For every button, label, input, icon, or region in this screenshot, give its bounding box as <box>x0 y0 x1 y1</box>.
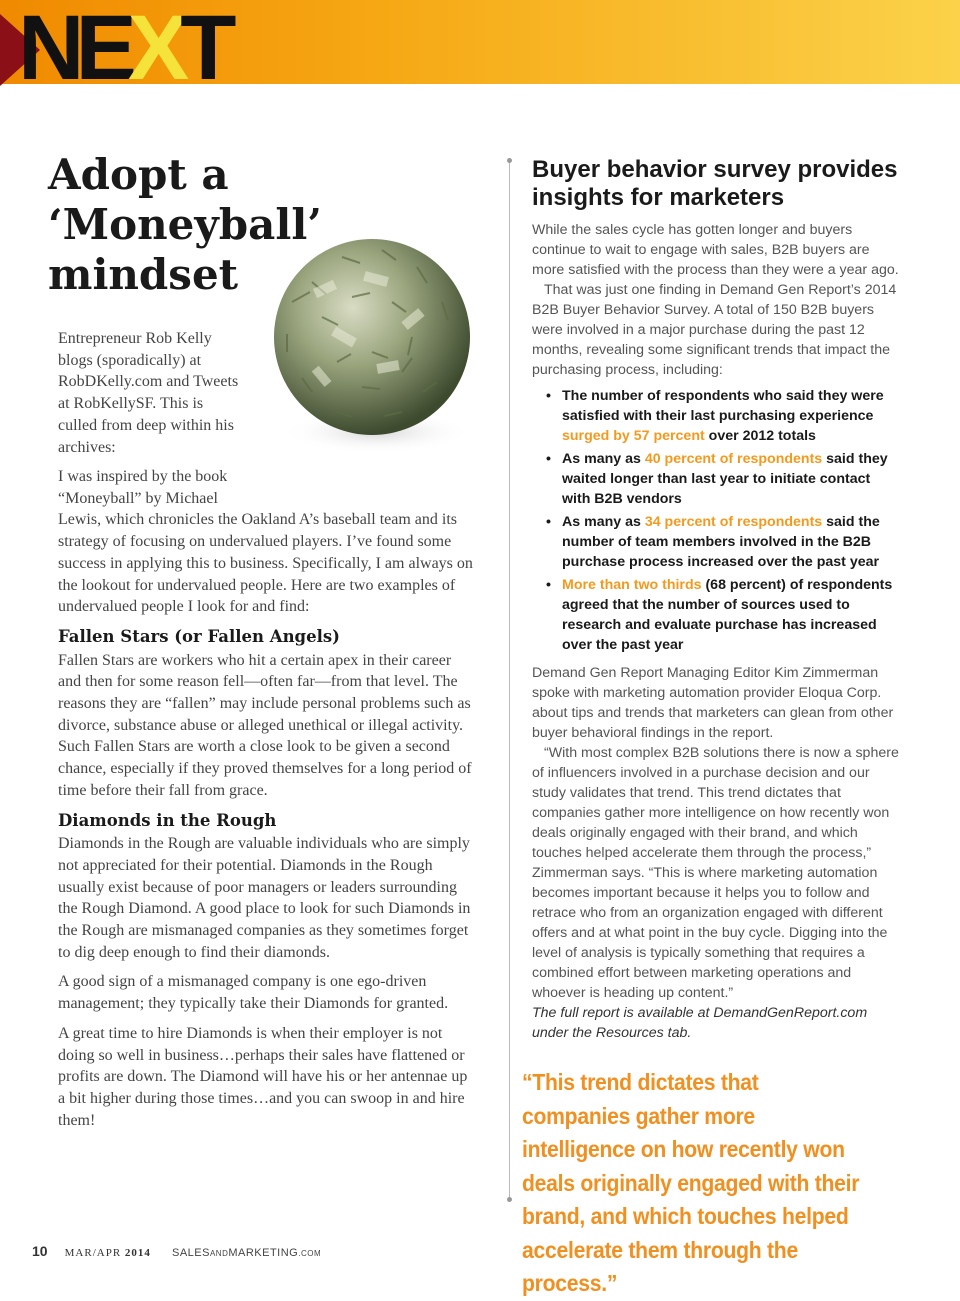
body-paragraph: A great time to hire Diamonds is when their employer is not doing so well in business…perhaps their sales have flattened or profits are down. The Diamond will have his or her antennae up a bit higher during those times…and you can swoop in and hire them! <box>58 1024 468 1129</box>
sidebar-paragraph: While the sales cycle has gotten longer and buyers continue to wait to engage with sales, B2B buyers are more satisfied with the process than they were a year ago. <box>532 222 899 278</box>
author-intro: Entrepreneur Rob Kelly blogs (sporadically) at RobDKelly.com and Tweets at RobKellySF. This is culled from deep within his archives: <box>58 330 239 456</box>
sidebar-article <box>532 156 902 1043</box>
sidebar-paragraph: “With most complex B2B solutions there is now a sphere of influencers involved in a purchase decision and our study validates that trend. This trend dictates that companies gather more intelligence on how recently won deals originally engaged with their brand, and which touches helped accelerate them through the process,” Zimmerman says. “This is where marketing automation becomes important because it helps you to follow and retrace who from an organization engaged with different offers and at what point in the buy cycle. Digging into the level of analysis is typically something that requires a combined effort between marketing operations and whoever is heading up content.” <box>532 745 899 1001</box>
body-paragraph: A good sign of a mismanaged company is one ego-driven management; they typically take their Diamonds for granted. <box>58 973 449 1013</box>
issue-date: MAR/APR 2014 <box>64 1247 151 1259</box>
body-paragraph: Fallen Stars are workers who hit a certain apex in their career and then for some reason fell—often far—from that level. The reasons they are “fallen” may include personal problems such as divorce, substance abuse or alleged unethical or illegal activity. Such Fallen Stars are worth a close look to be given a second chance, especially if they proved themselves for a long period of time before their fall from grace. <box>58 651 472 799</box>
article-title-line: ‘Moneyball’ <box>48 200 322 249</box>
subheading-fallen-stars: Fallen Stars (or Fallen Angels) <box>58 626 340 646</box>
header-banner <box>0 0 960 99</box>
body-paragraph: I was inspired by the book “Moneyball” by Michael Lewis, which chronicles the Oakland A’s baseball team and its strategy of focusing on undervalued players. I’ve found some success in applying this to business. Specifically, I am always on the lookout for undervalued people. Here are two examples of undervalued people I look for and find: <box>58 468 473 616</box>
section-title-next: NEXT <box>18 0 228 99</box>
list-item: • As many as 40 percent of respondents said they waited longer than last year to initiate contact with B2B vendors <box>546 449 902 509</box>
money-ball-image <box>252 222 492 462</box>
list-item: • The number of respondents who said they were satisfied with their last purchasing experience surged by 57 percent over 2012 totals <box>546 386 902 446</box>
article-body <box>58 466 476 1139</box>
list-item: • As many as 34 percent of respondents said the number of team members involved in the B2B purchase process increased over the past year <box>546 512 902 572</box>
pull-quote: “This trend dictates that companies gather more intelligence on how recently won deals originally engaged with their brand, and which touches helped accelerate them through the process.” <box>522 1069 860 1296</box>
sidebar-paragraph: That was just one finding in Demand Gen Report’s 2014 B2B Buyer Behavior Survey. A total of 150 B2B buyers were involved in a major purchase during the past 12 months, revealing some significant trends that impact the purchasing process, including: <box>532 282 897 378</box>
subheading-diamonds: Diamonds in the Rough <box>58 810 277 830</box>
body-paragraph: Diamonds in the Rough are valuable individuals who are simply not appreciated for their potential. Diamonds in the Rough usually exist because of poor managers or leaders surrounding the Rough Diamond. A good place to look for such Diamonds in the Rough are mismanaged companies as they sometimes forget to dig deep enough to find their diamonds. <box>58 835 471 961</box>
sidebar-title: Buyer behavior survey provides insights for marketers <box>532 156 898 211</box>
list-item: • More than two thirds (68 percent) of respondents agreed that the number of sources used to research and evaluate purchase has increased over the past year <box>546 575 902 655</box>
sidebar-paragraph: Demand Gen Report Managing Editor Kim Zimmerman spoke with marketing automation provider Eloqua Corp. about tips and trends that marketers can glean from other buyer behavioral findings in the report. <box>532 665 894 741</box>
page-number: 10 <box>32 1243 48 1259</box>
report-note: The full report is available at DemandGenReport.com under the Resources tab. <box>532 1005 868 1041</box>
publication-site: SALESANDMARKETING.COM <box>171 1247 322 1259</box>
page-footer <box>32 1243 321 1259</box>
column-divider <box>509 160 510 1200</box>
findings-list <box>532 386 902 655</box>
article-title-line: mindset <box>48 250 239 299</box>
article-title-line: Adopt a <box>48 150 229 199</box>
